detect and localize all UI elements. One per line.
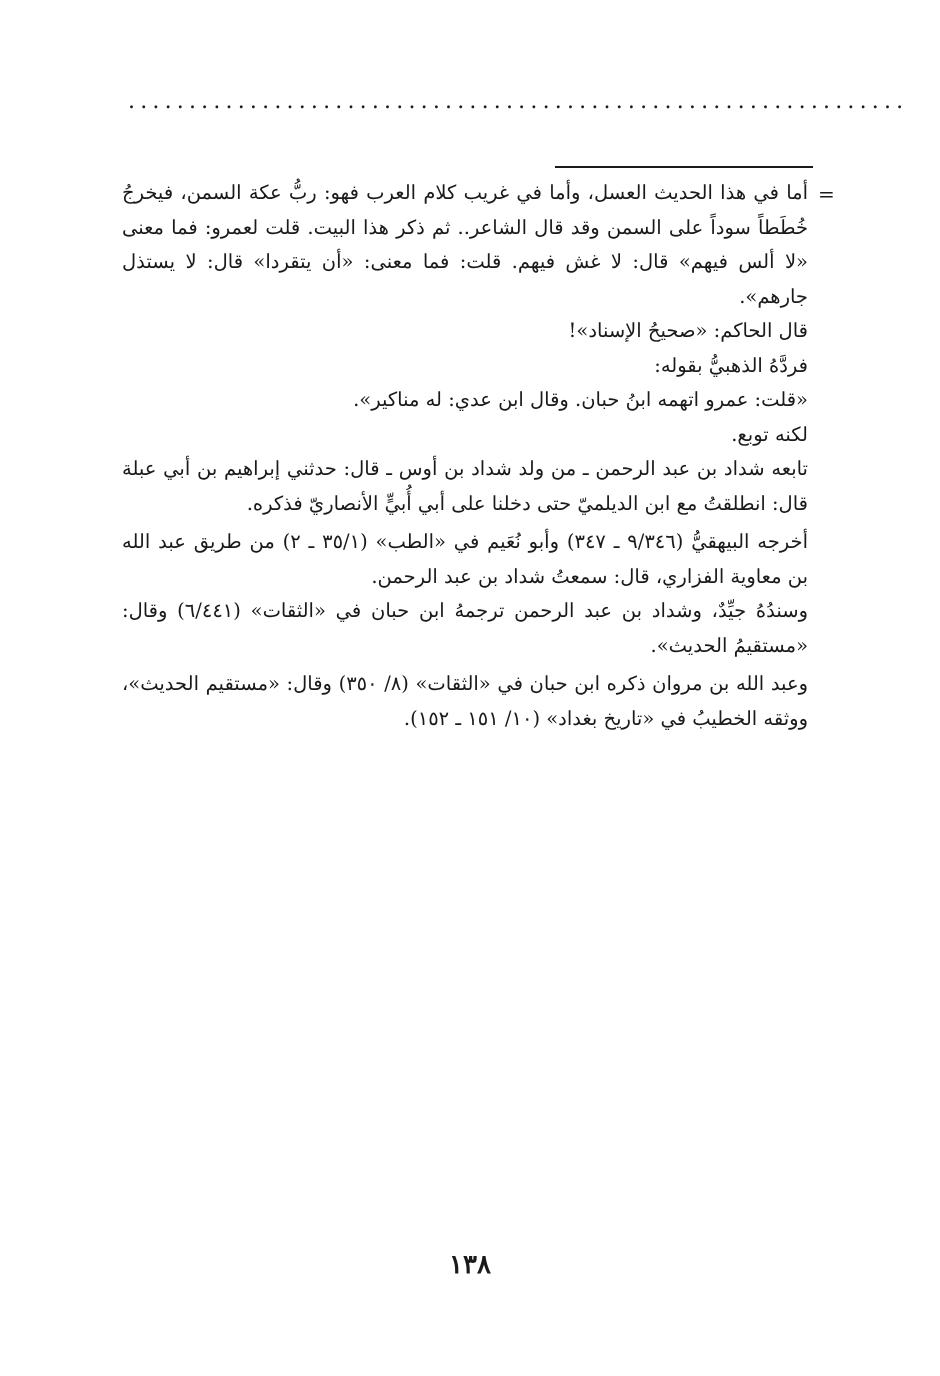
footnote-text <box>122 176 808 736</box>
continuation-mark: = <box>818 182 835 206</box>
footnote-paragraph-4: «قلت: عمرو اتهمه ابنُ حبان. وقال ابن عدي: له مناكير». <box>353 388 808 411</box>
footnote-paragraph-5: لكنه توبع. <box>731 422 808 446</box>
header-dotted-separator: ................................................................ <box>128 89 909 114</box>
footnote-paragraph-9: وعبد الله بن مروان ذكره ابن حبان في «الثقات» (٨/ ٣٥٠) وقال: «مستقيم الحديث»، ووثقه الخطيبُ في «تاريخ بغداد» (١٠/ ١٥١ ـ ١٥٢). <box>122 672 808 730</box>
footnote-paragraph-3: فردَّهُ الذهبيُّ بقوله: <box>654 353 808 377</box>
footnote-paragraph-7: أخرجه البيهقيُّ (٩/٣٤٦ ـ ٣٤٧) وأبو نُعَيم في «الطب» (٣٥/١ ـ ٢) من طريق عبد الله بن معاوية الفزاري، قال: سمعتُ شداد بن عبد الرحمن. <box>122 530 808 588</box>
footnote-separator-line <box>555 166 813 168</box>
footnote-paragraph-1: أما في هذا الحديث العسل، وأما في غريب كلام العرب فهو: ربُّ عكة السمن، فيخرجُ خُطَطاً سوداً على السمن وقد قال الشاعر.. ثم ذكر هذا البيت. قلت لعمرو: فما معنى «لا ألس فيهم» قال: لا غش فيهم. قلت: فما معنى: «أن يتقردا» قال: لا يستذل جارهم». <box>122 181 808 308</box>
footnote-paragraph-2: قال الحاكم: «صحيحُ الإسناد»! <box>568 319 808 342</box>
footnote-paragraph-6: تابعه شداد بن عبد الرحمن ـ من ولد شداد بن أوس ـ قال: حدثني إبراهيم بن أبي عبلة قال: انطلقتُ مع ابن الديلميّ حتى دخلنا على أبي أُبيٍّ الأنصاريّ فذكره. <box>122 457 808 515</box>
footnote-paragraph-8: وسندُهُ جيِّدٌ، وشداد بن عبد الرحمن ترجمهُ ابن حبان في «الثقات» (٦/٤٤١) وقال: «مستقيمُ الحديث». <box>122 599 808 657</box>
page-number: ١٣٨ <box>449 1250 491 1280</box>
